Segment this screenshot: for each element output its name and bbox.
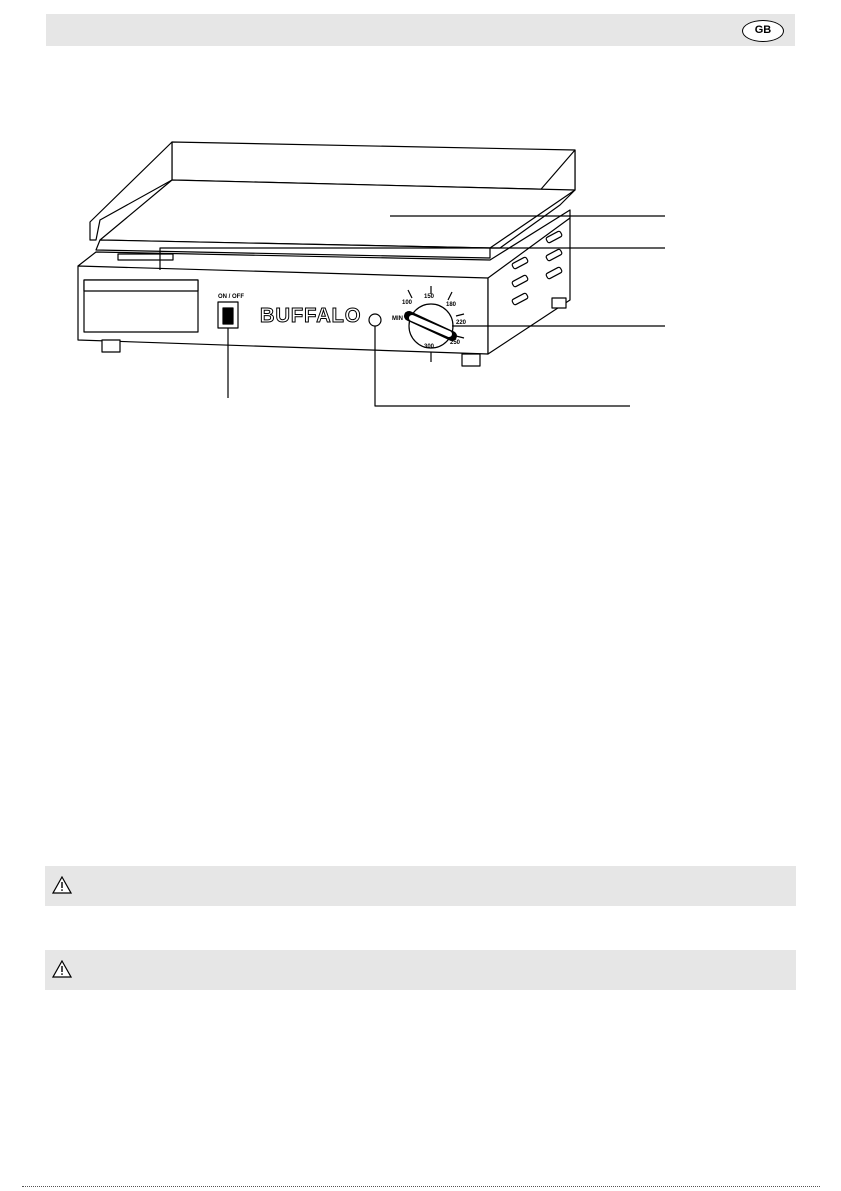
- dial-scale-250: 250: [450, 340, 461, 346]
- dial-scale-100: 100: [402, 300, 413, 306]
- fat-channel: [118, 254, 173, 260]
- brand-logo: BUFFALO: [260, 305, 362, 327]
- header-bar: [46, 14, 795, 46]
- dial-min-label: MIN: [392, 316, 403, 322]
- dial-scale-300: 300: [424, 344, 435, 350]
- dial-scale-180: 180: [446, 302, 457, 308]
- footer-rule: [22, 1186, 820, 1187]
- warning-triangle-icon: [52, 960, 72, 983]
- indicator-lamp: [369, 314, 381, 326]
- foot-rear-right: [552, 298, 566, 308]
- warning-bar-2: [45, 950, 796, 990]
- cooking-plate: [100, 180, 575, 248]
- foot-front-left: [102, 340, 120, 352]
- dial-scale-220: 220: [456, 320, 467, 326]
- switch-label: ON / OFF: [218, 294, 244, 300]
- warning-bar-1: [45, 866, 796, 906]
- foot-front-right: [462, 354, 480, 366]
- dial-scale-150: 150: [424, 294, 435, 300]
- griddle-diagram: [60, 130, 680, 425]
- warning-triangle-icon: [52, 876, 72, 899]
- drawer-handle: [84, 280, 198, 291]
- language-badge: GB: [742, 20, 784, 42]
